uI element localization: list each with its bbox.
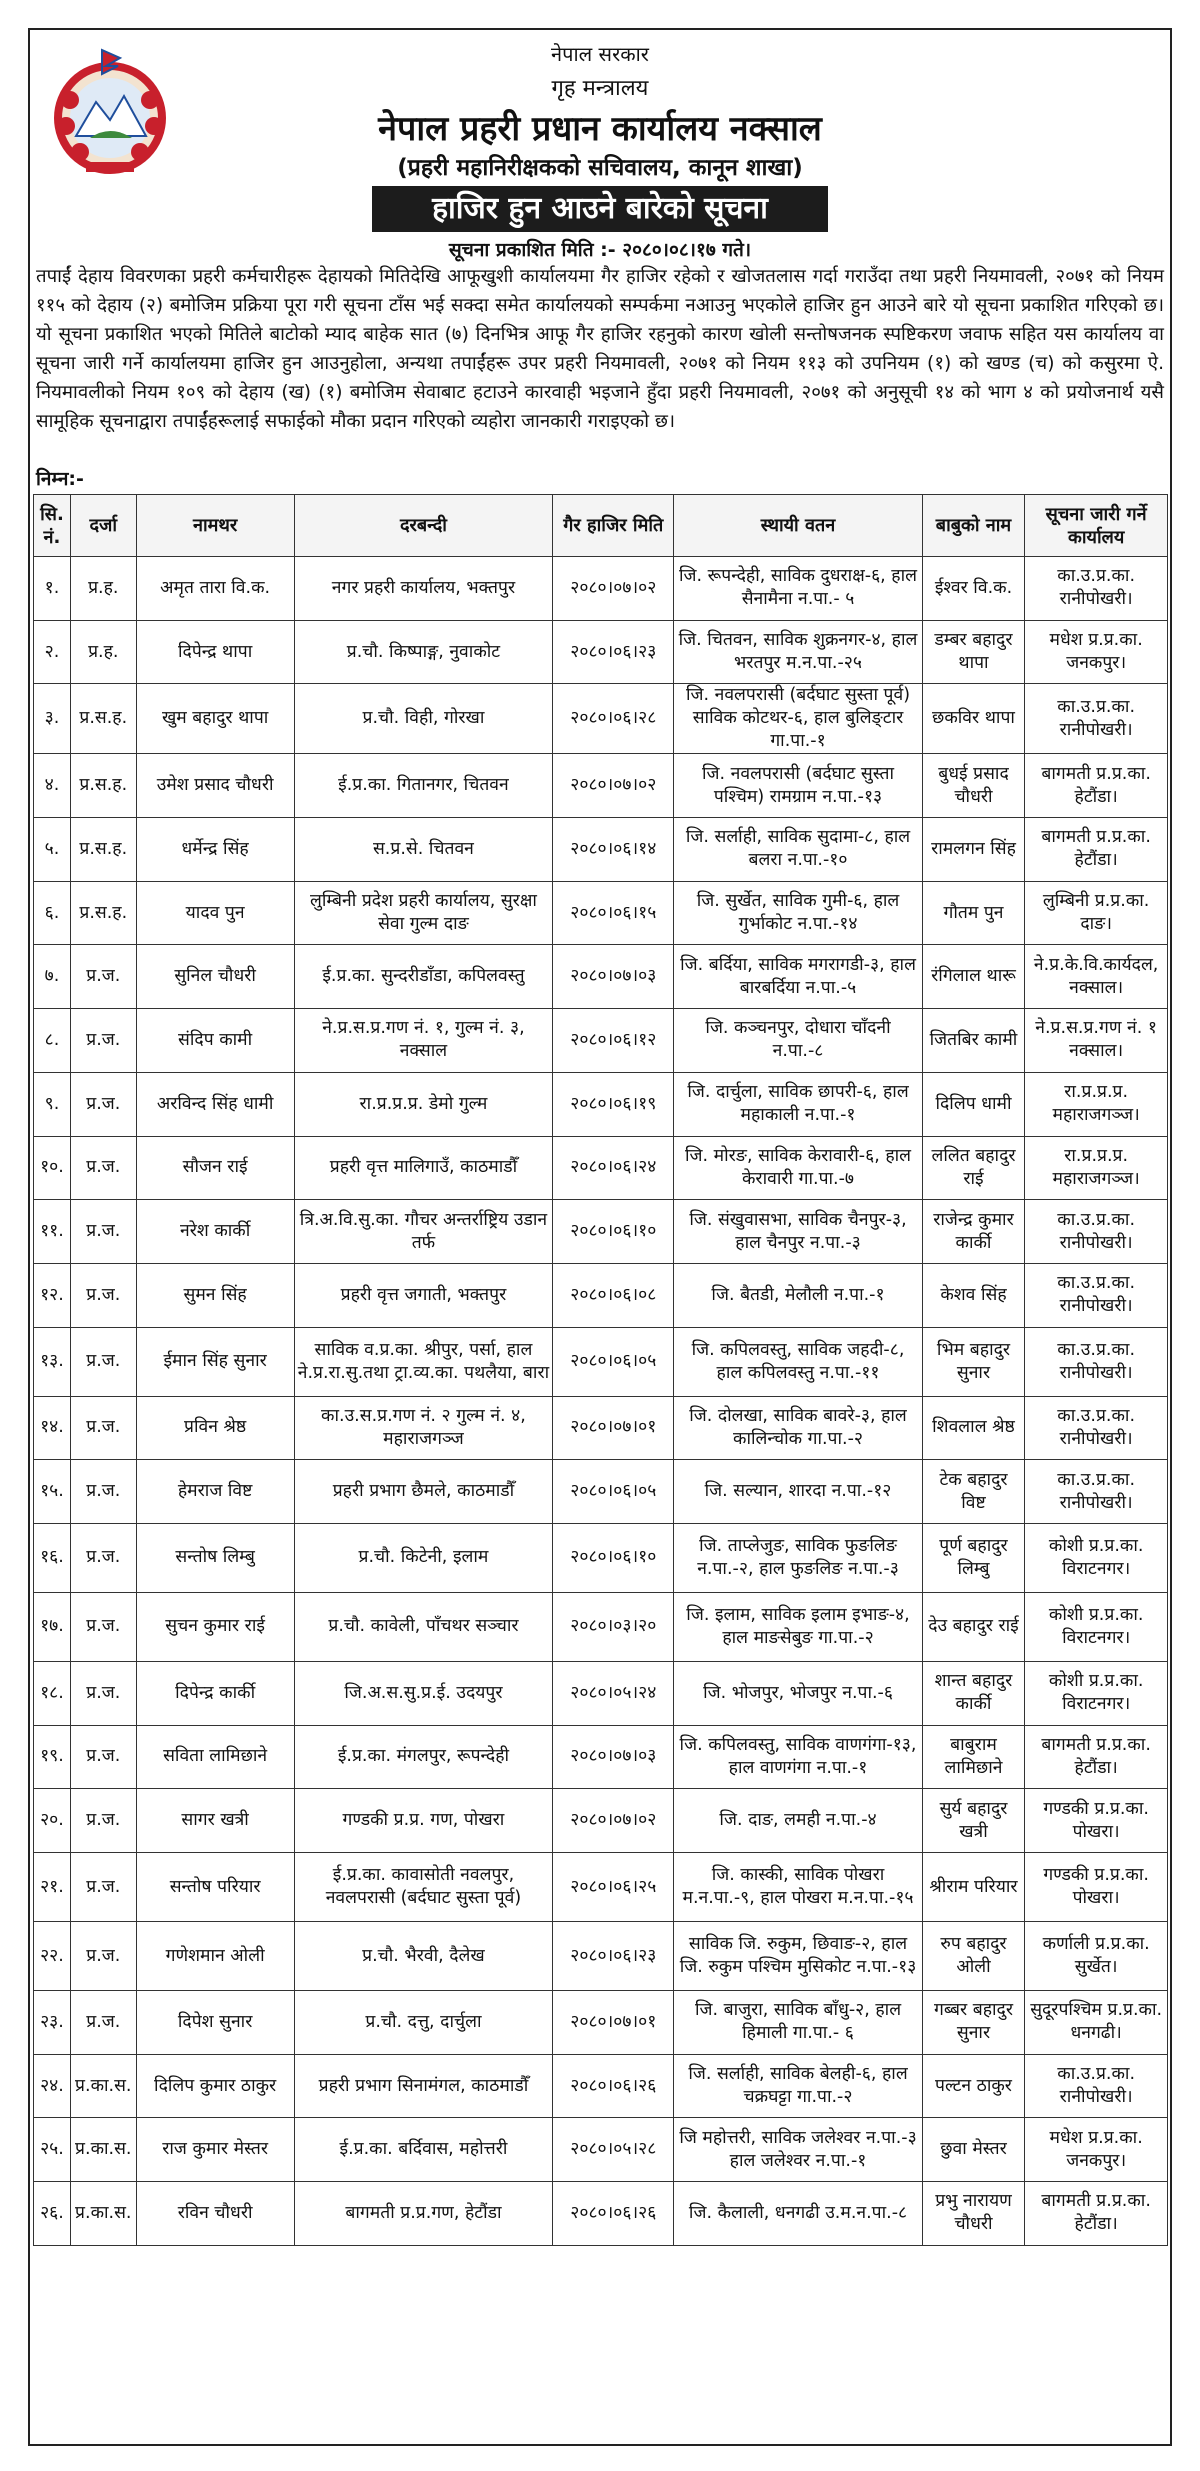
- cell-posting: स.प्र.से. चितवन: [294, 818, 553, 882]
- cell-issuing-office: का.उ.प्र.का. रानीपोखरी।: [1025, 557, 1168, 621]
- cell-father-name: रामलगन सिंह: [922, 818, 1025, 882]
- cell-posting: का.उ.स.प्र.गण नं. २ गुल्म नं. ४, महाराजगञ्ज: [294, 1396, 553, 1460]
- cell-posting: त्रि.अ.वि.सु.का. गौचर अन्तर्राष्ट्रिय उडान तर्फ: [294, 1200, 553, 1264]
- cell-issuing-office: का.उ.प्र.का. रानीपोखरी।: [1025, 1327, 1168, 1396]
- cell-father-name: दिलिप धामी: [922, 1072, 1025, 1136]
- cell-issuing-office: का.उ.प्र.का. रानीपोखरी।: [1025, 1396, 1168, 1460]
- cell-issuing-office: कर्णाली प्र.प्र.का. सुर्खेत।: [1025, 1922, 1168, 1991]
- cell-issuing-office: का.उ.प्र.का. रानीपोखरी।: [1025, 2054, 1168, 2118]
- cell-posting: जि.अ.स.सु.प्र.ई. उदयपुर: [294, 1661, 553, 1725]
- cell-father-name: केशव सिंह: [922, 1263, 1025, 1327]
- cell-rank: प्र.स.ह.: [70, 684, 136, 754]
- cell-absent-date: २०८०।०६।२६: [553, 2182, 674, 2246]
- cell-absent-date: २०८०।०६।२३: [553, 620, 674, 684]
- cell-posting: रा.प्र.प्र.प्र. डेमो गुल्म: [294, 1072, 553, 1136]
- cell-name: राज कुमार मेस्तर: [136, 2118, 294, 2182]
- cell-father-name: गौतम पुन: [922, 881, 1025, 945]
- cell-name: नरेश कार्की: [136, 1200, 294, 1264]
- cell-absent-date: २०८०।०७।०१: [553, 1991, 674, 2055]
- header-serial: सि. नं.: [34, 495, 71, 557]
- cell-issuing-office: सुदूरपश्चिम प्र.प्र.का. धनगढी।: [1025, 1991, 1168, 2055]
- cell-absent-date: २०८०।०७।०२: [553, 557, 674, 621]
- cell-absent-date: २०८०।०६।०५: [553, 1460, 674, 1524]
- cell-absent-date: २०८०।०६।१०: [553, 1523, 674, 1592]
- cell-absent-date: २०८०।०६।१५: [553, 881, 674, 945]
- table-row: [34, 1327, 1168, 1396]
- table-row: [34, 1922, 1168, 1991]
- cell-serial: १.: [34, 557, 71, 621]
- cell-address: जि. बैतडी, मेलौली न.पा.-१: [674, 1263, 922, 1327]
- cell-father-name: रंगिलाल थारू: [922, 945, 1025, 1009]
- table-row: [34, 2182, 1168, 2246]
- cell-father-name: ललित बहादुर राई: [922, 1136, 1025, 1200]
- cell-rank: प्र.स.ह.: [70, 881, 136, 945]
- cell-address: जि. बर्दिया, साविक मगरागडी-३, हाल बारबर्दिया न.पा.-५: [674, 945, 922, 1009]
- cell-issuing-office: कोशी प्र.प्र.का. विराटनगर।: [1025, 1523, 1168, 1592]
- cell-serial: २५.: [34, 2118, 71, 2182]
- cell-issuing-office: का.उ.प्र.का. रानीपोखरी।: [1025, 1263, 1168, 1327]
- cell-rank: प्र.ज.: [70, 1263, 136, 1327]
- cell-posting: प्र.चौ. दत्तु, दार्चुला: [294, 1991, 553, 2055]
- table-row: [34, 1725, 1168, 1789]
- cell-absent-date: २०८०।०६।१९: [553, 1072, 674, 1136]
- cell-address: जि. सर्लाही, साविक बेलही-६, हाल चक्रघट्टा गा.पा.-२: [674, 2054, 922, 2118]
- cell-issuing-office: बागमती प्र.प्र.का. हेटौंडा।: [1025, 2182, 1168, 2246]
- cell-rank: प्र.स.ह.: [70, 818, 136, 882]
- cell-posting: गण्डकी प्र.प्र. गण, पोखरा: [294, 1789, 553, 1853]
- cell-posting: बागमती प्र.प्र.गण, हेटौंडा: [294, 2182, 553, 2246]
- cell-posting: नगर प्रहरी कार्यालय, भक्तपुर: [294, 557, 553, 621]
- table-row: [34, 1789, 1168, 1853]
- cell-name: अमृत तारा वि.क.: [136, 557, 294, 621]
- cell-father-name: देउ बहादुर राई: [922, 1592, 1025, 1661]
- cell-absent-date: २०८०।०६।२३: [553, 1922, 674, 1991]
- cell-address: जि. मोरङ, साविक केरावारी-६, हाल केरावारी गा.पा.-७: [674, 1136, 922, 1200]
- table-row: [34, 945, 1168, 1009]
- cell-father-name: पल्टन ठाकुर: [922, 2054, 1025, 2118]
- table-row: [34, 818, 1168, 882]
- cell-posting: प्र.चौ. किष्पाङ्ग, नुवाकोट: [294, 620, 553, 684]
- cell-absent-date: २०८०।०६।२४: [553, 1136, 674, 1200]
- cell-father-name: डम्बर बहादुर थापा: [922, 620, 1025, 684]
- cell-posting: प्र.चौ. भैरवी, दैलेख: [294, 1922, 553, 1991]
- header-rank: दर्जा: [70, 495, 136, 557]
- cell-absent-date: २०८०।०७।०३: [553, 945, 674, 1009]
- cell-rank: प्र.ज.: [70, 945, 136, 1009]
- cell-serial: २४.: [34, 2054, 71, 2118]
- cell-name: सन्तोष परियार: [136, 1853, 294, 1922]
- cell-posting: साविक व.प्र.का. श्रीपुर, पर्सा, हाल ने.प्र.रा.सु.तथा ट्रा.व्य.का. पथलैया, बारा: [294, 1327, 553, 1396]
- cell-name: सविता लामिछाने: [136, 1725, 294, 1789]
- cell-rank: प्र.ज.: [70, 1072, 136, 1136]
- cell-issuing-office: का.उ.प्र.का. रानीपोखरी।: [1025, 1460, 1168, 1524]
- cell-address: जि. दोलखा, साविक बावरे-३, हाल कालिन्चोक गा.पा.-२: [674, 1396, 922, 1460]
- cell-serial: २२.: [34, 1922, 71, 1991]
- cell-serial: १७.: [34, 1592, 71, 1661]
- table-row: [34, 1991, 1168, 2055]
- cell-serial: १९.: [34, 1725, 71, 1789]
- cell-posting: प्रहरी वृत्त मालिगाउँ, काठमाडौँ: [294, 1136, 553, 1200]
- cell-name: सुमन सिंह: [136, 1263, 294, 1327]
- cell-posting: प्रहरी प्रभाग छैमले, काठमाडौँ: [294, 1460, 553, 1524]
- cell-absent-date: २०८०।०६।०५: [553, 1327, 674, 1396]
- cell-absent-date: २०८०।०७।०१: [553, 1396, 674, 1460]
- cell-name: दिपेन्द्र थापा: [136, 620, 294, 684]
- cell-address: जि. ताप्लेजुङ, साविक फुङलिङ न.पा.-२, हाल फुङलिङ न.पा.-३: [674, 1523, 922, 1592]
- cell-rank: प्र.ज.: [70, 1396, 136, 1460]
- cell-address: जि. दार्चुला, साविक छापरी-६, हाल महाकाली न.पा.-१: [674, 1072, 922, 1136]
- cell-issuing-office: कोशी प्र.प्र.का. विराटनगर।: [1025, 1661, 1168, 1725]
- cell-address: जि महोत्तरी, साविक जलेश्वर न.पा.-३ हाल जलेश्वर न.पा.-१: [674, 2118, 922, 2182]
- cell-address: जि. भोजपुर, भोजपुर न.पा.-६: [674, 1661, 922, 1725]
- cell-rank: प्र.ज.: [70, 1523, 136, 1592]
- table-row: [34, 620, 1168, 684]
- cell-serial: १६.: [34, 1523, 71, 1592]
- cell-address: जि. सल्यान, शारदा न.पा.-१२: [674, 1460, 922, 1524]
- cell-absent-date: २०८०।०५।२८: [553, 2118, 674, 2182]
- header-father-name: बाबुको नाम: [922, 495, 1025, 557]
- cell-address: जि. कपिलवस्तु, साविक जहदी-८, हाल कपिलवस्तु न.पा.-११: [674, 1327, 922, 1396]
- cell-serial: १८.: [34, 1661, 71, 1725]
- cell-serial: ३.: [34, 684, 71, 754]
- cell-posting: प्र.चौ. कावेली, पाँचथर सञ्चार: [294, 1592, 553, 1661]
- cell-address: जि. दाङ, लमही न.पा.-४: [674, 1789, 922, 1853]
- cell-name: दिपेन्द्र कार्की: [136, 1661, 294, 1725]
- cell-name: रविन चौधरी: [136, 2182, 294, 2246]
- cell-father-name: श्रीराम परियार: [922, 1853, 1025, 1922]
- cell-serial: ९.: [34, 1072, 71, 1136]
- cell-name: ईमान सिंह सुनार: [136, 1327, 294, 1396]
- table-row: [34, 1592, 1168, 1661]
- cell-father-name: राजेन्द्र कुमार कार्की: [922, 1200, 1025, 1264]
- cell-address: जि. रूपन्देही, साविक दुधराक्ष-६, हाल सैनामैना न.पा.- ५: [674, 557, 922, 621]
- personnel-table: [33, 494, 1168, 2246]
- header-name: नामथर: [136, 495, 294, 557]
- cell-absent-date: २०८०।०७।०२: [553, 1789, 674, 1853]
- cell-serial: ५.: [34, 818, 71, 882]
- office-title: नेपाल प्रहरी प्रधान कार्यालय नक्साल: [378, 109, 822, 149]
- cell-rank: प्र.ज.: [70, 1991, 136, 2055]
- cell-issuing-office: ने.प्र.के.वि.कार्यदल, नक्साल।: [1025, 945, 1168, 1009]
- cell-name: सुचन कुमार राई: [136, 1592, 294, 1661]
- table-row: [34, 1460, 1168, 1524]
- cell-rank: प्र.ह.: [70, 557, 136, 621]
- table-header-row: [34, 495, 1168, 557]
- cell-serial: २०.: [34, 1789, 71, 1853]
- cell-serial: १४.: [34, 1396, 71, 1460]
- cell-name: अरविन्द सिंह धामी: [136, 1072, 294, 1136]
- cell-issuing-office: बागमती प्र.प्र.का. हेटौंडा।: [1025, 754, 1168, 818]
- cell-rank: प्र.ज.: [70, 1200, 136, 1264]
- table-row: [34, 2054, 1168, 2118]
- cell-posting: लुम्बिनी प्रदेश प्रहरी कार्यालय, सुरक्षा सेवा गुल्म दाङ: [294, 881, 553, 945]
- cell-serial: २१.: [34, 1853, 71, 1922]
- cell-rank: प्र.ज.: [70, 1853, 136, 1922]
- cell-issuing-office: गण्डकी प्र.प्र.का. पोखरा।: [1025, 1789, 1168, 1853]
- cell-name: दिपेश सुनार: [136, 1991, 294, 2055]
- cell-father-name: सुर्य बहादुर खत्री: [922, 1789, 1025, 1853]
- cell-father-name: ईश्वर वि.क.: [922, 557, 1025, 621]
- table-row: [34, 1200, 1168, 1264]
- cell-posting: प्रहरी प्रभाग सिनामंगल, काठमाडौँ: [294, 2054, 553, 2118]
- cell-issuing-office: का.उ.प्र.का. रानीपोखरी।: [1025, 1200, 1168, 1264]
- cell-posting: ने.प्र.स.प्र.गण नं. १, गुल्म नं. ३, नक्साल: [294, 1009, 553, 1073]
- header-absent-date: गैर हाजिर मिति: [553, 495, 674, 557]
- cell-posting: ई.प्र.का. बर्दिवास, महोत्तरी: [294, 2118, 553, 2182]
- notice-title: हाजिर हुन आउने बारेको सूचना: [372, 186, 828, 232]
- cell-rank: प्र.ज.: [70, 1922, 136, 1991]
- cell-name: गणेशमान ओली: [136, 1922, 294, 1991]
- table-row: [34, 1523, 1168, 1592]
- cell-issuing-office: रा.प्र.प्र.प्र. महाराजगञ्ज।: [1025, 1136, 1168, 1200]
- cell-father-name: छकविर थापा: [922, 684, 1025, 754]
- cell-issuing-office: बागमती प्र.प्र.का. हेटौंडा।: [1025, 818, 1168, 882]
- cell-issuing-office: मधेश प्र.प्र.का. जनकपुर।: [1025, 620, 1168, 684]
- cell-posting: ई.प्र.का. सुन्दरीडाँडा, कपिलवस्तु: [294, 945, 553, 1009]
- cell-absent-date: २०८०।०६।२५: [553, 1853, 674, 1922]
- notice-paragraph: तपाईं देहाय विवरणका प्रहरी कर्मचारीहरू देहायको मितिदेखि आफूखुशी कार्यालयमा गैर हाजिर रहेको र खोजतलास गर्दा गराउँदा तथा प्रहरी नियमावली, २०७१ को नियम ११५ को देहाय (२) बमोजिम प्रक्रिया पूरा गरी सूचना टाँस भई सक्दा समेत कार्यालयको सम्पर्कमा नआउनु भएकोले हाजिर हुन आउने बारे यो सूचना प्रकाशित गरिएको छ। यो सूचना प्रकाशित भएको मितिले बाटोको म्याद बाहेक सात (७) दिनभित्र आफू गैर हाजिर रहनुको कारण खोली सन्तोषजनक स्पष्टिकरण जवाफ सहित यस कार्यालय वा सूचना जारी गर्ने कार्यालयमा हाजिर हुन आउनुहोला, अन्यथा तपाईंहरू उपर प्रहरी नियमावली, २०७१ को नियम ११३ को उपनियम (१) को खण्ड (च) को कसुरमा ऐ. नियमावलीको नियम १०९ को देहाय (ख) (१) बमोजिम सेवाबाट हटाउने कारवाही भइजाने हुँदा प्रहरी नियमावली, २०७१ को अनुसूची १४ को भाग ४ को प्रयोजनार्थ यसै सामूहिक सूचनाद्वारा तपाईंहरूलाई सफाईको मौका प्रदान गरिएको व्यहोरा जानकारी गराइएको छ।: [36, 266, 1164, 432]
- cell-father-name: रुप बहादुर ओली: [922, 1922, 1025, 1991]
- cell-address: जि. चितवन, साविक शुक्रनगर-४, हाल भरतपुर म.न.पा.-२५: [674, 620, 922, 684]
- cell-name: सौजन राई: [136, 1136, 294, 1200]
- cell-father-name: भिम बहादुर सुनार: [922, 1327, 1025, 1396]
- cell-address: जि. नवलपरासी (बर्दघाट सुस्ता पश्चिम) रामग्राम न.पा.-१३: [674, 754, 922, 818]
- cell-father-name: बुधई प्रसाद चौधरी: [922, 754, 1025, 818]
- cell-father-name: शान्त बहादुर कार्की: [922, 1661, 1025, 1725]
- cell-rank: प्र.ज.: [70, 1460, 136, 1524]
- cell-name: यादव पुन: [136, 881, 294, 945]
- table-row: [34, 1072, 1168, 1136]
- cell-absent-date: २०८०।०६।१०: [553, 1200, 674, 1264]
- cell-issuing-office: रा.प्र.प्र.प्र. महाराजगञ्ज।: [1025, 1072, 1168, 1136]
- published-date: सूचना प्रकाशित मिति :- २०८०।०८।१७ गते।: [448, 239, 752, 261]
- cell-absent-date: २०८०।०६।२६: [553, 2054, 674, 2118]
- cell-serial: ६.: [34, 881, 71, 945]
- cell-posting: प्रहरी वृत्त जगाती, भक्तपुर: [294, 1263, 553, 1327]
- cell-father-name: छुवा मेस्तर: [922, 2118, 1025, 2182]
- cell-father-name: जितबिर कामी: [922, 1009, 1025, 1073]
- cell-name: सन्तोष लिम्बु: [136, 1523, 294, 1592]
- table-row: [34, 1009, 1168, 1073]
- cell-father-name: बाबुराम लामिछाने: [922, 1725, 1025, 1789]
- cell-rank: प्र.ज.: [70, 1136, 136, 1200]
- cell-name: दिलिप कुमार ठाकुर: [136, 2054, 294, 2118]
- table-row: [34, 1661, 1168, 1725]
- cell-rank: प्र.ज.: [70, 1009, 136, 1073]
- cell-serial: ७.: [34, 945, 71, 1009]
- cell-name: खुम बहादुर थापा: [136, 684, 294, 754]
- cell-absent-date: २०८०।०६।१४: [553, 818, 674, 882]
- cell-father-name: पूर्ण बहादुर लिम्बु: [922, 1523, 1025, 1592]
- cell-address: जि. नवलपरासी (बर्दघाट सुस्ता पूर्व) साविक कोटथर-६, हाल बुलिङ्टार गा.पा.-१: [674, 684, 922, 754]
- cell-name: धर्मेन्द्र सिंह: [136, 818, 294, 882]
- cell-name: सुनिल चौधरी: [136, 945, 294, 1009]
- cell-issuing-office: का.उ.प्र.का. रानीपोखरी।: [1025, 684, 1168, 754]
- table-row: [34, 684, 1168, 754]
- cell-name: सागर खत्री: [136, 1789, 294, 1853]
- cell-serial: १५.: [34, 1460, 71, 1524]
- cell-posting: ई.प्र.का. कावासोती नवलपुर, नवलपरासी (बर्दघाट सुस्ता पूर्व): [294, 1853, 553, 1922]
- cell-address: जि. सर्लाही, साविक सुदामा-८, हाल बलरा न.पा.-१०: [674, 818, 922, 882]
- cell-issuing-office: लुम्बिनी प्र.प्र.का. दाङ।: [1025, 881, 1168, 945]
- cell-issuing-office: कोशी प्र.प्र.का. विराटनगर।: [1025, 1592, 1168, 1661]
- cell-serial: ८.: [34, 1009, 71, 1073]
- cell-posting: प्र.चौ. विही, गोरखा: [294, 684, 553, 754]
- cell-absent-date: २०८०।०७।०२: [553, 754, 674, 818]
- cell-address: जि. कञ्चनपुर, दोधारा चाँदनी न.पा.-८: [674, 1009, 922, 1073]
- cell-address: जि. कास्की, साविक पोखरा म.न.पा.-९, हाल पोखरा म.न.पा.-१५: [674, 1853, 922, 1922]
- cell-posting: ई.प्र.का. गितानगर, चितवन: [294, 754, 553, 818]
- cell-rank: प्र.का.स.: [70, 2118, 136, 2182]
- cell-name: प्रविन श्रेष्ठ: [136, 1396, 294, 1460]
- table-row: [34, 754, 1168, 818]
- cell-posting: प्र.चौ. किटेनी, इलाम: [294, 1523, 553, 1592]
- table-row: [34, 1853, 1168, 1922]
- cell-address: जि. इलाम, साविक इलाम इभाङ-४, हाल माङसेबुङ गा.पा.-२: [674, 1592, 922, 1661]
- cell-issuing-office: मधेश प्र.प्र.का. जनकपुर।: [1025, 2118, 1168, 2182]
- cell-absent-date: २०८०।०६।२८: [553, 684, 674, 754]
- cell-serial: २६.: [34, 2182, 71, 2246]
- cell-absent-date: २०८०।०७।०३: [553, 1725, 674, 1789]
- cell-address: जि. कैलाली, धनगढी उ.म.न.पा.-८: [674, 2182, 922, 2246]
- cell-serial: २.: [34, 620, 71, 684]
- cell-rank: प्र.का.स.: [70, 2182, 136, 2246]
- cell-posting: ई.प्र.का. मंगलपुर, रूपन्देही: [294, 1725, 553, 1789]
- cell-issuing-office: ने.प्र.स.प्र.गण नं. १ नक्साल।: [1025, 1009, 1168, 1073]
- cell-father-name: प्रभु नारायण चौधरी: [922, 2182, 1025, 2246]
- cell-address: जि. सुर्खेत, साविक गुमी-६, हाल गुर्भाकोट न.पा.-१४: [674, 881, 922, 945]
- cell-father-name: शिवलाल श्रेष्ठ: [922, 1396, 1025, 1460]
- cell-serial: ११.: [34, 1200, 71, 1264]
- header-issuing-office: सूचना जारी गर्ने कार्यालय: [1025, 495, 1168, 557]
- table-row: [34, 2118, 1168, 2182]
- list-label: निम्न:-: [36, 468, 84, 490]
- cell-rank: प्र.ज.: [70, 1661, 136, 1725]
- cell-serial: १२.: [34, 1263, 71, 1327]
- cell-name: उमेश प्रसाद चौधरी: [136, 754, 294, 818]
- cell-rank: प्र.ज.: [70, 1789, 136, 1853]
- cell-rank: प्र.ह.: [70, 620, 136, 684]
- cell-issuing-office: बागमती प्र.प्र.का. हेटौंडा।: [1025, 1725, 1168, 1789]
- cell-serial: १०.: [34, 1136, 71, 1200]
- cell-absent-date: २०८०।०३।२०: [553, 1592, 674, 1661]
- government-label: नेपाल सरकार: [551, 42, 649, 66]
- cell-name: हेमराज विष्ट: [136, 1460, 294, 1524]
- table-row: [34, 1136, 1168, 1200]
- cell-absent-date: २०८०।०६।१२: [553, 1009, 674, 1073]
- cell-absent-date: २०८०।०६।०८: [553, 1263, 674, 1327]
- ministry-label: गृह मन्त्रालय: [551, 76, 649, 101]
- cell-serial: २३.: [34, 1991, 71, 2055]
- cell-father-name: गब्बर बहादुर सुनार: [922, 1991, 1025, 2055]
- cell-rank: प्र.ज.: [70, 1592, 136, 1661]
- cell-absent-date: २०८०।०५।२४: [553, 1661, 674, 1725]
- cell-address: साविक जि. रुकुम, छिवाङ-२, हाल जि. रुकुम पश्चिम मुसिकोट न.पा.-१३: [674, 1922, 922, 1991]
- cell-serial: १३.: [34, 1327, 71, 1396]
- table-row: [34, 881, 1168, 945]
- cell-address: जि. कपिलवस्तु, साविक वाणगंगा-१३, हाल वाणगंगा न.पा.-१: [674, 1725, 922, 1789]
- cell-rank: प्र.ज.: [70, 1725, 136, 1789]
- cell-rank: प्र.स.ह.: [70, 754, 136, 818]
- cell-name: संदिप कामी: [136, 1009, 294, 1073]
- cell-issuing-office: गण्डकी प्र.प्र.का. पोखरा।: [1025, 1853, 1168, 1922]
- office-subtitle: (प्रहरी महानिरीक्षकको सचिवालय, कानून शाखा): [397, 155, 803, 181]
- cell-address: जि. बाजुरा, साविक बाँधु-२, हाल हिमाली गा.पा.- ६: [674, 1991, 922, 2055]
- cell-address: जि. संखुवासभा, साविक चैनपुर-३, हाल चैनपुर न.पा.-३: [674, 1200, 922, 1264]
- table-row: [34, 1396, 1168, 1460]
- header-posting: दरबन्दी: [294, 495, 553, 557]
- table-row: [34, 1263, 1168, 1327]
- cell-rank: प्र.ज.: [70, 1327, 136, 1396]
- header-address: स्थायी वतन: [674, 495, 922, 557]
- table-row: [34, 557, 1168, 621]
- cell-rank: प्र.का.स.: [70, 2054, 136, 2118]
- cell-father-name: टेक बहादुर विष्ट: [922, 1460, 1025, 1524]
- cell-serial: ४.: [34, 754, 71, 818]
